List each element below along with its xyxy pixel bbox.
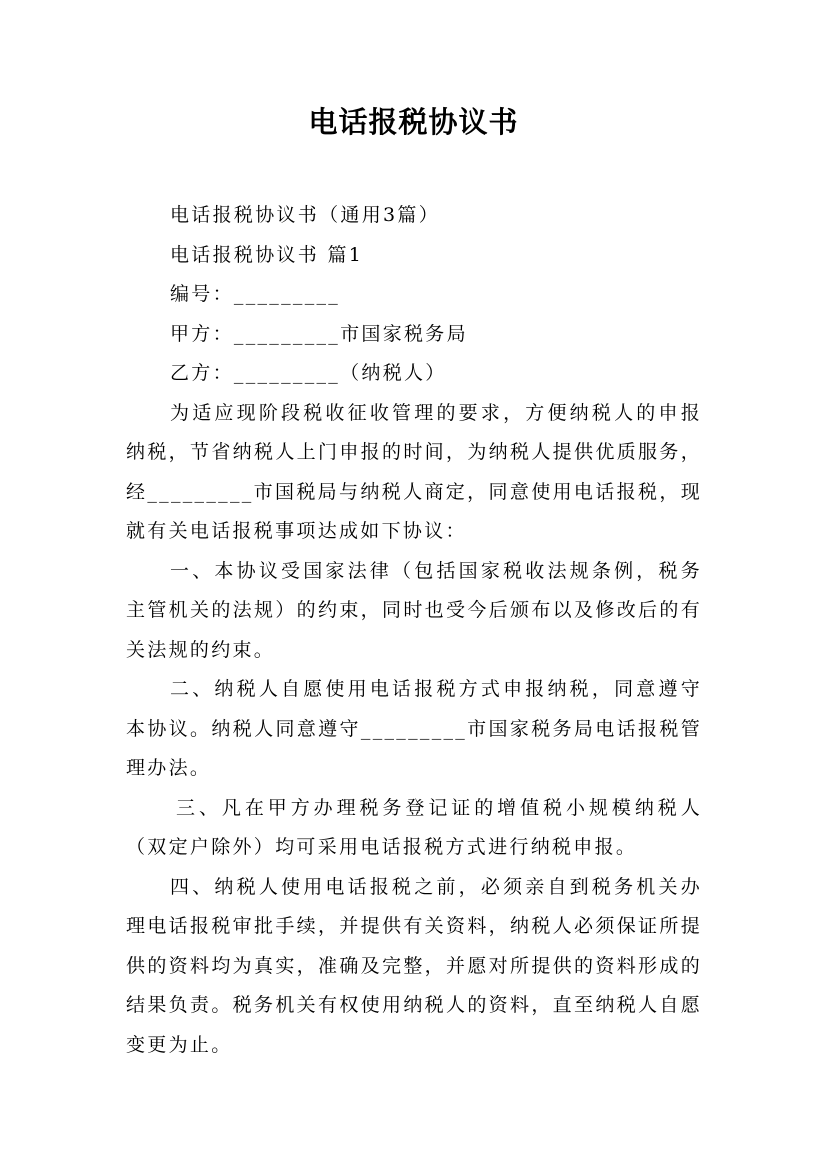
document-subtitle: 电话报税协议书（通用3篇） <box>170 204 440 226</box>
document-body <box>126 196 702 1065</box>
paragraph-clause-2: 二、纳税人自愿使用电话报税方式申报纳税，同意遵守本协议。纳税人同意遵守_________市国家税务局电话报税管理办法。 <box>126 678 702 779</box>
paragraph-clause-3: 三、凡在甲方办理税务登记证的增值税小规模纳税人（双定户除外）均可采用电话报税方式进行纳税申报。 <box>126 796 702 858</box>
paragraph-intro: 为适应现阶段税收征收管理的要求，方便纳税人的申报纳税，节省纳税人上门申报的时间，为纳税人提供优质服务，经_________市国税局与纳税人商定，同意使用电话报税，现就有关电话报税事项达成如下协议： <box>126 401 702 542</box>
paragraph-clause-4: 四、纳税人使用电话报税之前，必须亲自到税务机关办理电话报税审批手续，并提供有关资料，纳税人必须保证所提供的资料均为真实，准确及完整，并愿对所提供的资料形成的结果负责。税务机关有权使用纳税人的资料，直至纳税人自愿变更为止。 <box>126 875 702 1056</box>
party-b-line: 乙方：_________（纳税人） <box>170 362 447 384</box>
paragraph-clause-1: 一、本协议受国家法律（包括国家税收法规条例，税务主管机关的法规）的约束，同时也受今后颁布以及修改后的有关法规的约束。 <box>126 559 702 661</box>
document-title: 电话报税协议书 <box>308 105 519 139</box>
party-a-line: 甲方：_________市国家税务局 <box>170 322 468 345</box>
section-heading: 电话报税协议书 篇1 <box>170 243 364 266</box>
number-line: 编号：_________ <box>170 283 341 305</box>
